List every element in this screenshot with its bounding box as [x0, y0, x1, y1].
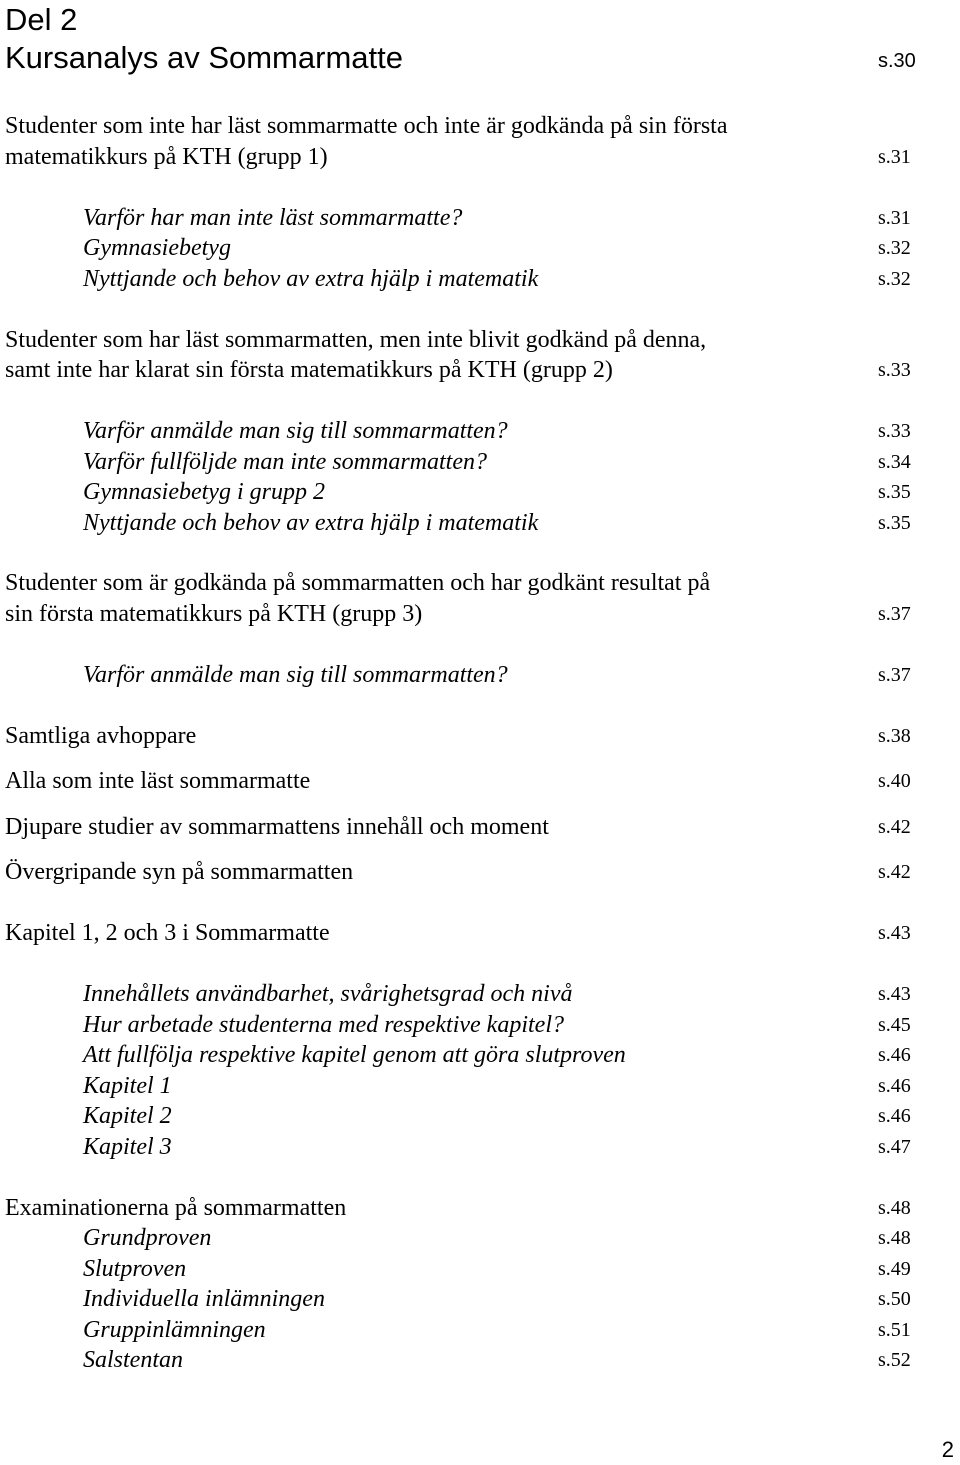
toc-entry-page: s.31	[878, 146, 911, 168]
toc-entry-text: Djupare studier av sommarmattens innehåll och moment	[5, 814, 549, 840]
toc-entry-text: Gymnasiebetyg i grupp 2	[83, 479, 325, 505]
toc-entry-page: s.33	[878, 420, 911, 442]
toc-entry-text: Alla som inte läst sommarmatte	[5, 768, 311, 794]
toc-entry-text: sin första matematikkurs på KTH (grupp 3)	[5, 601, 423, 627]
toc-entry-text: Individuella inlämningen	[83, 1286, 325, 1312]
toc-entry-text: Grundproven	[83, 1225, 212, 1251]
toc-entry-page: s.45	[878, 1014, 911, 1036]
toc-entry-text: Att fullfölja respektive kapitel genom att göra slutproven	[83, 1042, 626, 1068]
toc-entry-text: matematikkurs på KTH (grupp 1)	[5, 144, 328, 170]
toc-entry-page: s.42	[878, 861, 911, 883]
toc-entry-page: s.50	[878, 1288, 911, 1310]
toc-entry-text: Kapitel 3	[83, 1134, 172, 1160]
toc-entry-page: s.40	[878, 770, 911, 792]
toc-entry-text: Gymnasiebetyg	[83, 235, 231, 261]
toc-entry-text: Gruppinlämningen	[83, 1317, 266, 1343]
toc-entry-page: s.37	[878, 664, 911, 686]
toc-entry-text: Studenter som inte har läst sommarmatte och inte är godkända på sin första	[5, 113, 728, 139]
toc-entry-page: s.48	[878, 1227, 911, 1249]
toc-entry-text: Nyttjande och behov av extra hjälp i matematik	[83, 510, 539, 536]
toc-entry-page: s.48	[878, 1197, 911, 1219]
part-heading: Del 2	[5, 2, 78, 37]
toc-entry-text: Nyttjande och behov av extra hjälp i matematik	[83, 266, 539, 292]
section-title: Kursanalys av Sommarmatte	[5, 40, 403, 75]
toc-entry-text: Varför anmälde man sig till sommarmatten?	[83, 418, 508, 444]
toc-entry-text: Varför har man inte läst sommarmatte?	[83, 205, 463, 231]
toc-entry-page: s.43	[878, 983, 911, 1005]
toc-entry-text: Slutproven	[83, 1256, 187, 1282]
toc-entry-text: Kapitel 1	[83, 1073, 172, 1099]
toc-entry-text: Innehållets användbarhet, svårighetsgrad och nivå	[83, 981, 573, 1007]
toc-entry-text: Studenter som har läst sommarmatten, men inte blivit godkänd på denna,	[5, 327, 707, 353]
toc-entry-page: s.51	[878, 1319, 911, 1341]
toc-entry-text: Studenter som är godkända på sommarmatten och har godkänt resultat på	[5, 570, 711, 596]
toc-entry-page: s.38	[878, 725, 911, 747]
toc-entry-page: s.46	[878, 1105, 911, 1127]
toc-entry-page: s.34	[878, 451, 911, 473]
toc-entry-page: s.52	[878, 1349, 911, 1371]
toc-entry-text: samt inte har klarat sin första matematikkurs på KTH (grupp 2)	[5, 357, 613, 383]
toc-entry-text: Övergripande syn på sommarmatten	[5, 859, 354, 885]
toc-entry-page: s.46	[878, 1044, 911, 1066]
toc-entry-page: s.37	[878, 603, 911, 625]
section-title-page: s.30	[878, 50, 916, 72]
toc-entry-text: Examinationerna på sommarmatten	[5, 1195, 347, 1221]
toc-entry-page: s.32	[878, 268, 911, 290]
toc-entry-page: s.33	[878, 359, 911, 381]
toc-entry-text: Kapitel 2	[83, 1103, 172, 1129]
toc-entry-text: Samtliga avhoppare	[5, 723, 197, 749]
toc-entry-page: s.32	[878, 237, 911, 259]
toc-entry-page: s.49	[878, 1258, 911, 1280]
toc-entry-page: s.46	[878, 1075, 911, 1097]
toc-entry-page: s.43	[878, 922, 911, 944]
toc-entry-text: Hur arbetade studenterna med respektive kapitel?	[83, 1012, 564, 1038]
toc-entry-text: Varför anmälde man sig till sommarmatten?	[83, 662, 508, 688]
toc-entry-text: Kapitel 1, 2 och 3 i Sommarmatte	[5, 920, 330, 946]
toc-entry-page: s.31	[878, 207, 911, 229]
toc-entry-page: s.47	[878, 1136, 911, 1158]
toc-entry-page: s.42	[878, 816, 911, 838]
toc-entry-page: s.35	[878, 481, 911, 503]
page-number: 2	[941, 1437, 954, 1462]
toc-entry-text: Varför fullföljde man inte sommarmatten?	[83, 449, 487, 475]
toc-entry-text: Salstentan	[83, 1347, 183, 1373]
toc-entry-page: s.35	[878, 512, 911, 534]
